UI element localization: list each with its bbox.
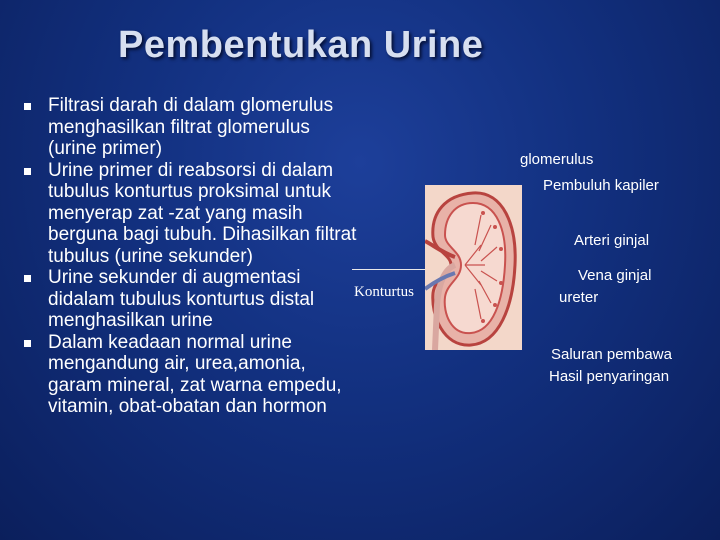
glomerulus-label: glomerulus	[520, 151, 594, 168]
kidney-cross-section-icon	[425, 185, 522, 350]
arteri-ginjal-label: Arteri ginjal	[574, 232, 650, 249]
bullet-text: Filtrasi darah di dalam glomerulus menghasilkan filtrat glomerulus (urine primer)	[48, 95, 334, 159]
hasil-penyaringan-label: Hasil penyaringan	[549, 368, 670, 385]
slide-title: Pembentukan Urine	[118, 24, 484, 66]
bullet-item	[22, 160, 362, 268]
vena-ginjal-label: Vena ginjal	[578, 267, 652, 284]
bullet-item	[22, 267, 362, 332]
saluran-pembawa-label: Saluran pembawa	[551, 346, 672, 363]
pembuluh-kapiler-label: Pembuluh kapiler	[543, 177, 659, 194]
bullet-item	[22, 332, 362, 418]
bullet-text: Urine primer di reabsorsi di dalam tubulus konturtus proksimal untuk menyerap zat -zat yang masih berguna bagi tubuh. Dihasilkan filtrat tubulus (urine sekunder)	[48, 159, 357, 267]
square-bullet-icon	[24, 168, 31, 175]
kidney-illustration	[425, 185, 522, 350]
bullet-text: Dalam keadaan normal urine mengandung air, urea,amonia, garam mineral, zat warna empedu, vitamin, obat-obatan dan hormon	[48, 331, 342, 417]
square-bullet-icon	[24, 103, 31, 110]
bullet-item	[22, 95, 362, 160]
square-bullet-icon	[24, 340, 31, 347]
bullet-list	[22, 95, 362, 418]
bullet-text: Urine sekunder di augmentasi didalam tubulus konturtus distal menghasilkan urine	[48, 267, 315, 331]
ureter-label: ureter	[559, 289, 599, 306]
konturtus-label: Konturtus	[354, 284, 414, 300]
square-bullet-icon	[24, 275, 31, 282]
